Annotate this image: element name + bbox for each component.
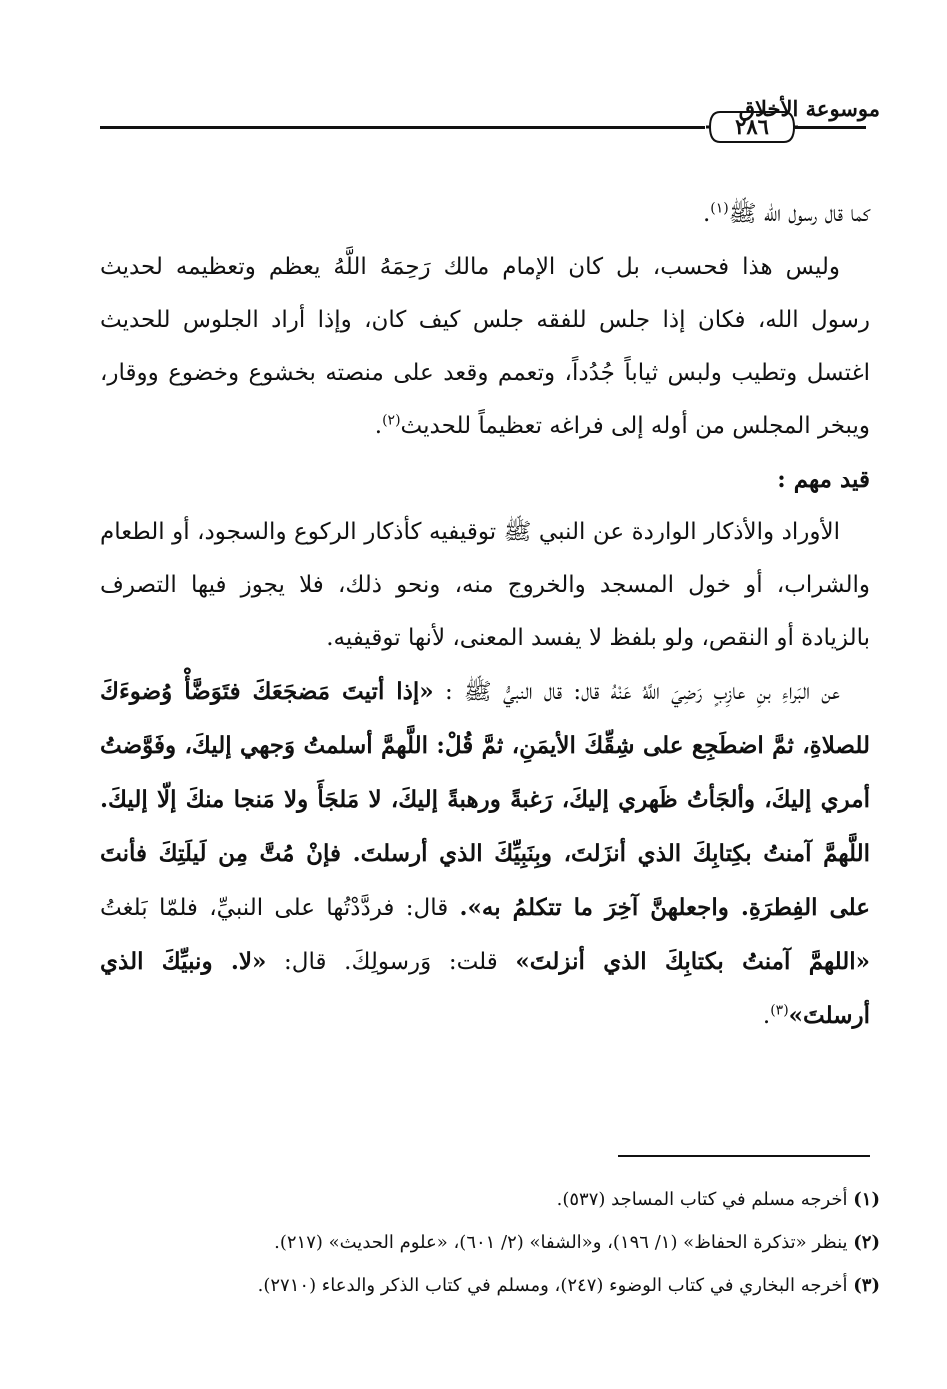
paragraph-3: الأوراد والأذكار الواردة عن النبي ﷺ توقيفيه كأذكار الركوع والسجود، أو الطعام والشراب، أو خول المسجد والخروج منه، ونحو ذلك، فلا يجوز فيها التصرف بالزيادة أو النقص، ولو بلفظ لا يفسد المعنى، لأنها توقيفيه.	[100, 519, 870, 651]
footnote-ref-2: (٢)	[382, 412, 401, 429]
footnote-1	[100, 1178, 880, 1221]
paragraph-1-end: .	[702, 201, 711, 227]
paragraph-4-end: .	[762, 1003, 771, 1029]
paragraph-2-end: .	[374, 413, 383, 439]
footnote-separator	[618, 1155, 870, 1157]
footnote-number: (٣)	[853, 1275, 880, 1296]
paragraph-4	[100, 665, 870, 1043]
section-heading: قيد مهم :	[777, 466, 870, 493]
footnote-text: أخرجه البخاري في كتاب الوضوء (٢٤٧)، ومسلم في كتاب الذكر والدعاء (٢٧١٠).	[257, 1275, 848, 1296]
narration-1: قال: فردَّدْتُها على النبيِّ، فلمّا بَلغتُ	[100, 895, 449, 921]
narration-2: قلت: وَرسولِكَ. قال:	[284, 949, 498, 975]
page-number: ٢٨٦	[735, 114, 769, 139]
footnote-3	[100, 1264, 880, 1307]
footnote-ref-1: (١)	[710, 200, 729, 217]
main-text	[100, 188, 870, 1043]
hadith-text-3: «لا. ونبيِّكَ الذي أرسلتَ»	[100, 948, 870, 1029]
footnotes	[100, 1178, 880, 1307]
header-rule-right	[795, 126, 866, 129]
paragraph-1-text: كما قال رسول الله ﷺ	[728, 201, 870, 227]
running-title: موسوعة الأخلاق	[738, 96, 880, 121]
footnote-text: ينظر «تذكرة الحفاظ» (١/ ١٩٦)، و«الشفا» (٢/ ٦٠١)، «علوم الحديث» (٢١٧).	[274, 1232, 848, 1253]
hadith-intro: عن البَراءِ بنِ عازِبٍ رَضِيَ اللَّهُ عَنْهُ قال: قال النبيُّ ﷺ :	[444, 679, 841, 705]
hadith-text-1: «إذا أتيتَ مَضجَعَكَ فتَوَضَّأْ وُضوءَكَ للصلاةِ، ثمَّ اضطَجِع على شِقِّكَ الأيمَنِ، ثمَّ قُلْ: اللَّهمَّ أسلمتُ وَجهي إليكَ، وفَوَّضتُ أمري إليكَ، وألجَأتُ ظَهري إليكَ، رَغبةً ورهبةً إليكَ، لا مَلجَأَ ولا مَنجا منكَ إلّا إليكَ. اللَّهمَّ آمنتُ بكِتابِكَ الذي أنزَلتَ، وبِنَبِيِّكَ الذي أرسلتَ. فإنْ مُتَّ مِن لَيلَتِكَ فأنتَ على الفِطرَةِ. واجعلهنَّ آخِرَ ما تتكلمُ به».	[100, 678, 870, 921]
header-rule-left	[100, 126, 705, 129]
footnote-number: (٢)	[853, 1232, 880, 1253]
page-number-frame	[706, 108, 798, 146]
hadith-text-2: «اللهمَّ آمنتُ بكتابِكَ الذي أنزلتَ»	[515, 948, 871, 975]
footnote-number: (١)	[853, 1189, 880, 1210]
footnote-2	[100, 1221, 880, 1264]
paragraph-2	[100, 241, 870, 453]
footnote-ref-3: (٣)	[770, 1002, 789, 1019]
paragraph-2-text: وليس هذا فحسب، بل كان الإمام مالك رَحِمَهُ اللَّهُ يعظم وتعظيمه لحديث رسول الله، فكان إذا جلس للفقه جلس كيف كان، وإذا أراد الجلوس للحديث اغتسل وتطيب ولبس ثياباً جُدُداً، وتعمم وقعد على منصته بخشوع وخضوع ووقار، ويبخر المجلس من أوله إلى فراغه تعظيماً للحديث	[100, 254, 870, 439]
footnote-text: أخرجه مسلم في كتاب المساجد (٥٣٧).	[556, 1189, 848, 1210]
paragraph-1	[100, 188, 870, 241]
